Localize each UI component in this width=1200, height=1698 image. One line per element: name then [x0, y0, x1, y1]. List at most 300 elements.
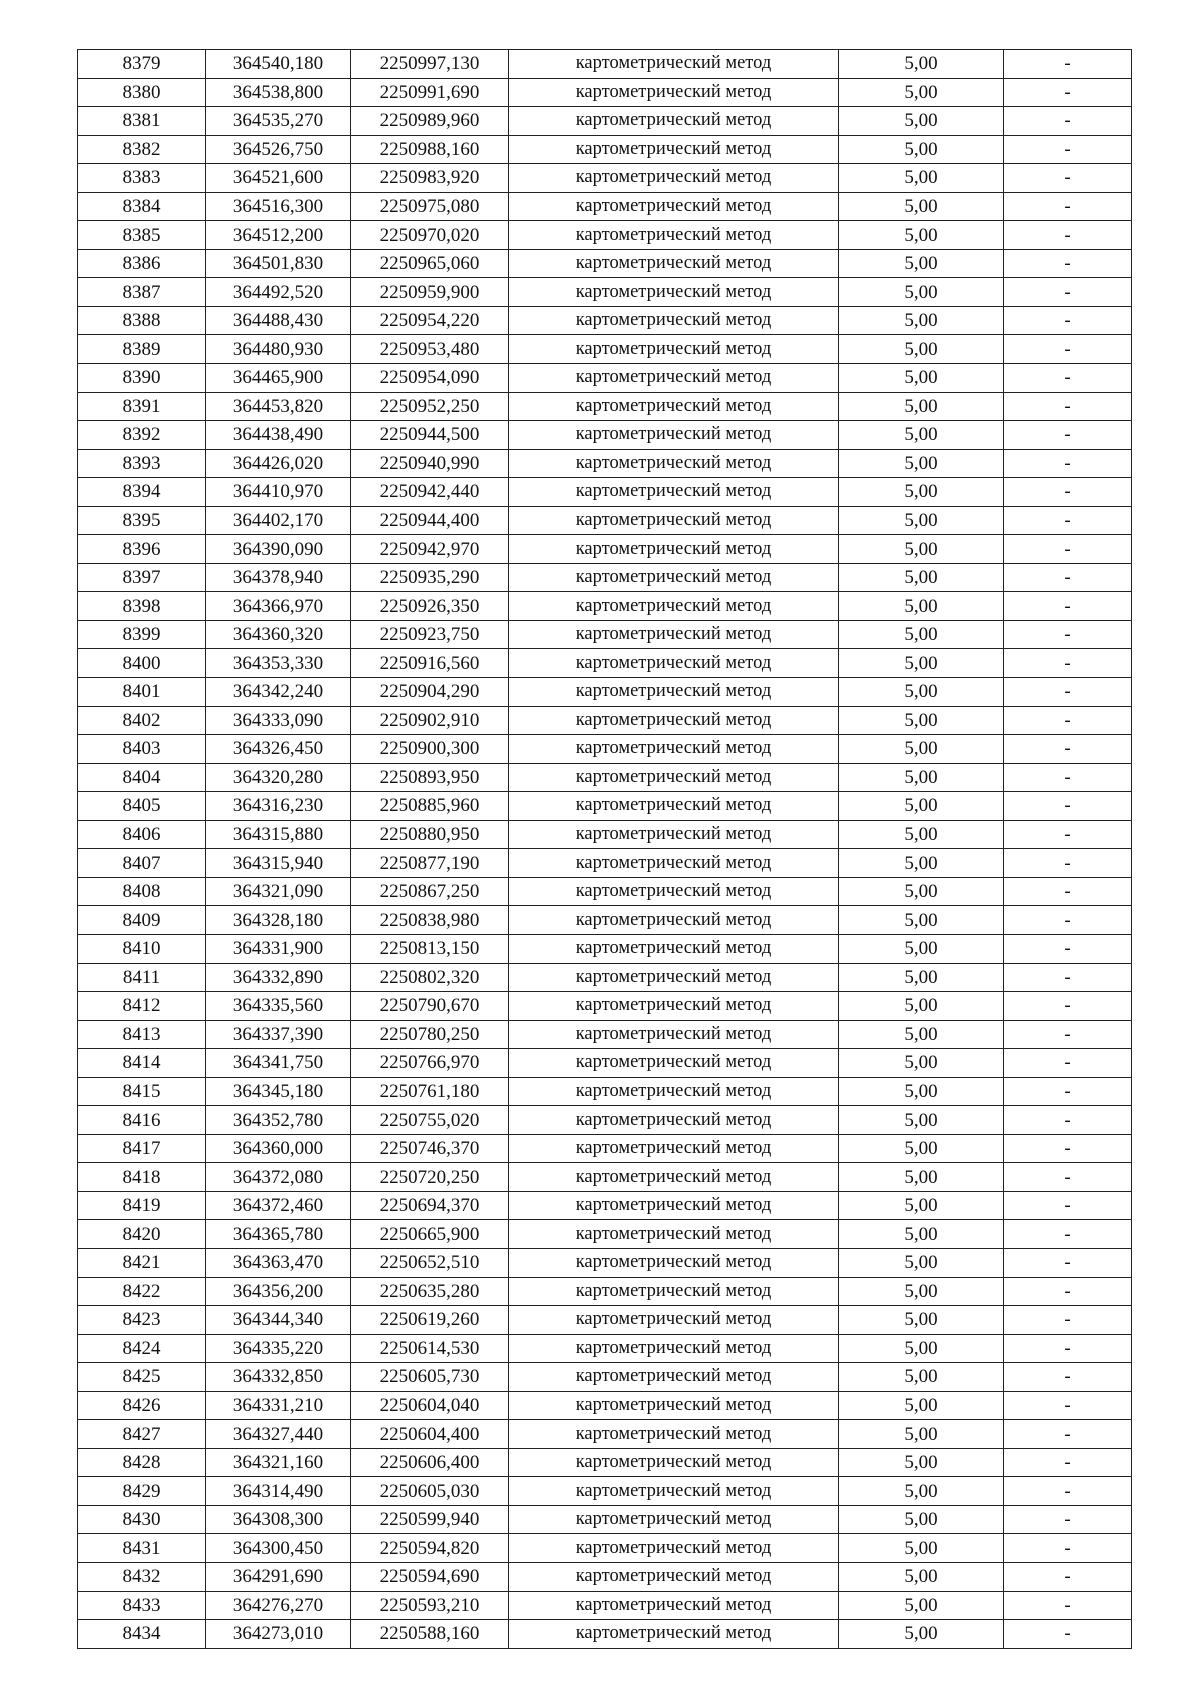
- note-cell: -: [1004, 735, 1132, 764]
- table-row: [78, 192, 1132, 221]
- point-number-cell: 8401: [78, 678, 206, 707]
- coordinate-x-cell: 364402,170: [206, 506, 351, 535]
- method-cell: картометрический метод: [509, 306, 839, 335]
- point-number-cell: 8419: [78, 1191, 206, 1220]
- table-row: [78, 1477, 1132, 1506]
- coordinate-y-cell: 2250593,210: [351, 1591, 509, 1620]
- method-cell: картометрический метод: [509, 592, 839, 621]
- method-cell: картометрический метод: [509, 1191, 839, 1220]
- note-cell: -: [1004, 1620, 1132, 1649]
- table-row: [78, 1420, 1132, 1449]
- coordinate-y-cell: 2250989,960: [351, 107, 509, 136]
- coordinate-y-cell: 2250965,060: [351, 249, 509, 278]
- note-cell: -: [1004, 249, 1132, 278]
- table-row: [78, 1591, 1132, 1620]
- coordinate-y-cell: 2250790,670: [351, 992, 509, 1021]
- coordinate-x-cell: 364331,900: [206, 934, 351, 963]
- accuracy-cell: 5,00: [839, 1505, 1004, 1534]
- table-row: [78, 1505, 1132, 1534]
- method-cell: картометрический метод: [509, 792, 839, 821]
- note-cell: -: [1004, 221, 1132, 250]
- note-cell: -: [1004, 1420, 1132, 1449]
- coordinate-y-cell: 2250867,250: [351, 877, 509, 906]
- table-row: [78, 421, 1132, 450]
- coordinate-y-cell: 2250970,020: [351, 221, 509, 250]
- note-cell: -: [1004, 1306, 1132, 1335]
- coordinate-y-cell: 2250652,510: [351, 1248, 509, 1277]
- table-row: [78, 249, 1132, 278]
- method-cell: картометрический метод: [509, 1334, 839, 1363]
- point-number-cell: 8390: [78, 364, 206, 393]
- coordinate-y-cell: 2250635,280: [351, 1277, 509, 1306]
- accuracy-cell: 5,00: [839, 763, 1004, 792]
- coordinate-x-cell: 364331,210: [206, 1391, 351, 1420]
- accuracy-cell: 5,00: [839, 449, 1004, 478]
- coordinate-y-cell: 2250813,150: [351, 934, 509, 963]
- method-cell: картометрический метод: [509, 1562, 839, 1591]
- method-cell: картометрический метод: [509, 1477, 839, 1506]
- method-cell: картометрический метод: [509, 1448, 839, 1477]
- coordinate-x-cell: 364300,450: [206, 1534, 351, 1563]
- method-cell: картометрический метод: [509, 392, 839, 421]
- coordinate-y-cell: 2250720,250: [351, 1163, 509, 1192]
- note-cell: -: [1004, 620, 1132, 649]
- note-cell: -: [1004, 1191, 1132, 1220]
- method-cell: картометрический метод: [509, 221, 839, 250]
- coordinate-x-cell: 364341,750: [206, 1049, 351, 1078]
- note-cell: -: [1004, 649, 1132, 678]
- method-cell: картометрический метод: [509, 934, 839, 963]
- method-cell: картометрический метод: [509, 535, 839, 564]
- method-cell: картометрический метод: [509, 1106, 839, 1135]
- note-cell: -: [1004, 906, 1132, 935]
- coordinate-y-cell: 2250746,370: [351, 1134, 509, 1163]
- method-cell: картометрический метод: [509, 706, 839, 735]
- coordinate-x-cell: 364320,280: [206, 763, 351, 792]
- table-row: [78, 706, 1132, 735]
- table-row: [78, 1448, 1132, 1477]
- table-row: [78, 1248, 1132, 1277]
- point-number-cell: 8409: [78, 906, 206, 935]
- table-row: [78, 1534, 1132, 1563]
- point-number-cell: 8393: [78, 449, 206, 478]
- coordinate-x-cell: 364332,850: [206, 1363, 351, 1392]
- point-number-cell: 8417: [78, 1134, 206, 1163]
- table-row: [78, 992, 1132, 1021]
- table-row: [78, 1077, 1132, 1106]
- table-row: [78, 763, 1132, 792]
- accuracy-cell: 5,00: [839, 107, 1004, 136]
- accuracy-cell: 5,00: [839, 535, 1004, 564]
- point-number-cell: 8422: [78, 1277, 206, 1306]
- table-row: [78, 649, 1132, 678]
- method-cell: картометрический метод: [509, 1020, 839, 1049]
- coordinate-y-cell: 2250619,260: [351, 1306, 509, 1335]
- point-number-cell: 8421: [78, 1248, 206, 1277]
- accuracy-cell: 5,00: [839, 1391, 1004, 1420]
- coordinate-x-cell: 364337,390: [206, 1020, 351, 1049]
- coordinate-y-cell: 2250942,970: [351, 535, 509, 564]
- coordinate-y-cell: 2250953,480: [351, 335, 509, 364]
- note-cell: -: [1004, 1248, 1132, 1277]
- accuracy-cell: 5,00: [839, 1191, 1004, 1220]
- coordinate-y-cell: 2250954,220: [351, 306, 509, 335]
- table-row: [78, 1334, 1132, 1363]
- accuracy-cell: 5,00: [839, 478, 1004, 507]
- point-number-cell: 8420: [78, 1220, 206, 1249]
- coordinate-x-cell: 364453,820: [206, 392, 351, 421]
- coordinate-y-cell: 2250665,900: [351, 1220, 509, 1249]
- point-number-cell: 8385: [78, 221, 206, 250]
- accuracy-cell: 5,00: [839, 135, 1004, 164]
- note-cell: -: [1004, 1163, 1132, 1192]
- coordinate-x-cell: 364372,080: [206, 1163, 351, 1192]
- coordinate-y-cell: 2250944,500: [351, 421, 509, 450]
- point-number-cell: 8433: [78, 1591, 206, 1620]
- coordinate-y-cell: 2250605,730: [351, 1363, 509, 1392]
- note-cell: -: [1004, 506, 1132, 535]
- method-cell: картометрический метод: [509, 50, 839, 79]
- method-cell: картометрический метод: [509, 678, 839, 707]
- note-cell: -: [1004, 678, 1132, 707]
- coordinate-x-cell: 364526,750: [206, 135, 351, 164]
- note-cell: -: [1004, 278, 1132, 307]
- note-cell: -: [1004, 1277, 1132, 1306]
- accuracy-cell: 5,00: [839, 1620, 1004, 1649]
- coordinate-y-cell: 2250614,530: [351, 1334, 509, 1363]
- accuracy-cell: 5,00: [839, 963, 1004, 992]
- coordinate-x-cell: 364363,470: [206, 1248, 351, 1277]
- coordinate-y-cell: 2250694,370: [351, 1191, 509, 1220]
- point-number-cell: 8402: [78, 706, 206, 735]
- point-number-cell: 8410: [78, 934, 206, 963]
- table-row: [78, 221, 1132, 250]
- coordinate-x-cell: 364390,090: [206, 535, 351, 564]
- table-row: [78, 1306, 1132, 1335]
- accuracy-cell: 5,00: [839, 1334, 1004, 1363]
- point-number-cell: 8384: [78, 192, 206, 221]
- coordinate-y-cell: 2250605,030: [351, 1477, 509, 1506]
- coordinate-x-cell: 364291,690: [206, 1562, 351, 1591]
- coordinate-x-cell: 364327,440: [206, 1420, 351, 1449]
- point-number-cell: 8429: [78, 1477, 206, 1506]
- point-number-cell: 8415: [78, 1077, 206, 1106]
- table-row: [78, 592, 1132, 621]
- accuracy-cell: 5,00: [839, 1049, 1004, 1078]
- coordinate-x-cell: 364352,780: [206, 1106, 351, 1135]
- coordinate-y-cell: 2250975,080: [351, 192, 509, 221]
- accuracy-cell: 5,00: [839, 678, 1004, 707]
- method-cell: картометрический метод: [509, 649, 839, 678]
- coordinate-x-cell: 364276,270: [206, 1591, 351, 1620]
- coordinate-x-cell: 364345,180: [206, 1077, 351, 1106]
- note-cell: -: [1004, 335, 1132, 364]
- coordinates-table: [77, 49, 1132, 1649]
- accuracy-cell: 5,00: [839, 792, 1004, 821]
- note-cell: -: [1004, 1391, 1132, 1420]
- accuracy-cell: 5,00: [839, 563, 1004, 592]
- method-cell: картометрический метод: [509, 1134, 839, 1163]
- point-number-cell: 8418: [78, 1163, 206, 1192]
- method-cell: картометрический метод: [509, 1163, 839, 1192]
- note-cell: -: [1004, 478, 1132, 507]
- method-cell: картометрический метод: [509, 335, 839, 364]
- point-number-cell: 8394: [78, 478, 206, 507]
- point-number-cell: 8424: [78, 1334, 206, 1363]
- accuracy-cell: 5,00: [839, 706, 1004, 735]
- coordinate-x-cell: 364308,300: [206, 1505, 351, 1534]
- table-row: [78, 1363, 1132, 1392]
- accuracy-cell: 5,00: [839, 1306, 1004, 1335]
- table-row: [78, 678, 1132, 707]
- coordinate-y-cell: 2250926,350: [351, 592, 509, 621]
- accuracy-cell: 5,00: [839, 1420, 1004, 1449]
- point-number-cell: 8408: [78, 877, 206, 906]
- table-row: [78, 563, 1132, 592]
- note-cell: -: [1004, 963, 1132, 992]
- coordinate-x-cell: 364378,940: [206, 563, 351, 592]
- point-number-cell: 8388: [78, 306, 206, 335]
- coordinate-y-cell: 2250916,560: [351, 649, 509, 678]
- accuracy-cell: 5,00: [839, 392, 1004, 421]
- table-row: [78, 278, 1132, 307]
- accuracy-cell: 5,00: [839, 221, 1004, 250]
- note-cell: -: [1004, 1534, 1132, 1563]
- coordinate-x-cell: 364372,460: [206, 1191, 351, 1220]
- coordinate-y-cell: 2250838,980: [351, 906, 509, 935]
- coordinate-x-cell: 364540,180: [206, 50, 351, 79]
- note-cell: -: [1004, 1363, 1132, 1392]
- table-row: [78, 1049, 1132, 1078]
- coordinate-y-cell: 2250761,180: [351, 1077, 509, 1106]
- point-number-cell: 8400: [78, 649, 206, 678]
- accuracy-cell: 5,00: [839, 1248, 1004, 1277]
- method-cell: картометрический метод: [509, 449, 839, 478]
- accuracy-cell: 5,00: [839, 820, 1004, 849]
- table-row: [78, 335, 1132, 364]
- note-cell: -: [1004, 1448, 1132, 1477]
- accuracy-cell: 5,00: [839, 50, 1004, 79]
- table-row: [78, 934, 1132, 963]
- method-cell: картометрический метод: [509, 107, 839, 136]
- table-row: [78, 1106, 1132, 1135]
- method-cell: картометрический метод: [509, 364, 839, 393]
- table-row: [78, 877, 1132, 906]
- table-row: [78, 1020, 1132, 1049]
- coordinate-y-cell: 2250954,090: [351, 364, 509, 393]
- accuracy-cell: 5,00: [839, 849, 1004, 878]
- coordinate-x-cell: 364535,270: [206, 107, 351, 136]
- point-number-cell: 8431: [78, 1534, 206, 1563]
- note-cell: -: [1004, 820, 1132, 849]
- coordinate-y-cell: 2250885,960: [351, 792, 509, 821]
- accuracy-cell: 5,00: [839, 620, 1004, 649]
- table-row: [78, 792, 1132, 821]
- coordinate-x-cell: 364410,970: [206, 478, 351, 507]
- table-row: [78, 906, 1132, 935]
- method-cell: картометрический метод: [509, 506, 839, 535]
- point-number-cell: 8416: [78, 1106, 206, 1135]
- note-cell: -: [1004, 421, 1132, 450]
- table-row: [78, 535, 1132, 564]
- coordinate-y-cell: 2250877,190: [351, 849, 509, 878]
- coordinate-x-cell: 364342,240: [206, 678, 351, 707]
- coordinate-y-cell: 2250766,970: [351, 1049, 509, 1078]
- accuracy-cell: 5,00: [839, 1591, 1004, 1620]
- point-number-cell: 8389: [78, 335, 206, 364]
- note-cell: -: [1004, 1334, 1132, 1363]
- method-cell: картометрический метод: [509, 1505, 839, 1534]
- coordinate-x-cell: 364465,900: [206, 364, 351, 393]
- coordinate-y-cell: 2250940,990: [351, 449, 509, 478]
- accuracy-cell: 5,00: [839, 1477, 1004, 1506]
- point-number-cell: 8413: [78, 1020, 206, 1049]
- method-cell: картометрический метод: [509, 135, 839, 164]
- method-cell: картометрический метод: [509, 1391, 839, 1420]
- note-cell: -: [1004, 792, 1132, 821]
- method-cell: картометрический метод: [509, 877, 839, 906]
- coordinate-x-cell: 364360,320: [206, 620, 351, 649]
- method-cell: картометрический метод: [509, 820, 839, 849]
- coordinate-y-cell: 2250944,400: [351, 506, 509, 535]
- accuracy-cell: 5,00: [839, 278, 1004, 307]
- coordinate-x-cell: 364344,340: [206, 1306, 351, 1335]
- table-row: [78, 1220, 1132, 1249]
- accuracy-cell: 5,00: [839, 649, 1004, 678]
- coordinate-x-cell: 364328,180: [206, 906, 351, 935]
- coordinate-x-cell: 364512,200: [206, 221, 351, 250]
- point-number-cell: 8407: [78, 849, 206, 878]
- accuracy-cell: 5,00: [839, 78, 1004, 107]
- note-cell: -: [1004, 1134, 1132, 1163]
- table-row: [78, 1277, 1132, 1306]
- coordinate-y-cell: 2250755,020: [351, 1106, 509, 1135]
- method-cell: картометрический метод: [509, 763, 839, 792]
- method-cell: картометрический метод: [509, 1620, 839, 1649]
- table-row: [78, 449, 1132, 478]
- coordinate-x-cell: 364538,800: [206, 78, 351, 107]
- coordinate-x-cell: 364488,430: [206, 306, 351, 335]
- method-cell: картометрический метод: [509, 421, 839, 450]
- coordinate-x-cell: 364335,560: [206, 992, 351, 1021]
- method-cell: картометрический метод: [509, 1277, 839, 1306]
- coordinate-x-cell: 364480,930: [206, 335, 351, 364]
- note-cell: -: [1004, 192, 1132, 221]
- note-cell: -: [1004, 1477, 1132, 1506]
- point-number-cell: 8414: [78, 1049, 206, 1078]
- method-cell: картометрический метод: [509, 1220, 839, 1249]
- coordinate-y-cell: 2250880,950: [351, 820, 509, 849]
- coordinate-x-cell: 364366,970: [206, 592, 351, 621]
- coordinate-y-cell: 2250952,250: [351, 392, 509, 421]
- point-number-cell: 8382: [78, 135, 206, 164]
- accuracy-cell: 5,00: [839, 1534, 1004, 1563]
- accuracy-cell: 5,00: [839, 1077, 1004, 1106]
- table-row: [78, 1620, 1132, 1649]
- table-row: [78, 135, 1132, 164]
- point-number-cell: 8398: [78, 592, 206, 621]
- method-cell: картометрический метод: [509, 164, 839, 193]
- accuracy-cell: 5,00: [839, 735, 1004, 764]
- accuracy-cell: 5,00: [839, 877, 1004, 906]
- note-cell: -: [1004, 706, 1132, 735]
- point-number-cell: 8395: [78, 506, 206, 535]
- method-cell: картометрический метод: [509, 478, 839, 507]
- method-cell: картометрический метод: [509, 78, 839, 107]
- note-cell: -: [1004, 78, 1132, 107]
- point-number-cell: 8423: [78, 1306, 206, 1335]
- coordinate-y-cell: 2250902,910: [351, 706, 509, 735]
- point-number-cell: 8397: [78, 563, 206, 592]
- coordinate-y-cell: 2250604,040: [351, 1391, 509, 1420]
- coordinate-x-cell: 364516,300: [206, 192, 351, 221]
- method-cell: картометрический метод: [509, 1591, 839, 1620]
- coordinate-x-cell: 364353,330: [206, 649, 351, 678]
- method-cell: картометрический метод: [509, 1248, 839, 1277]
- method-cell: картометрический метод: [509, 849, 839, 878]
- accuracy-cell: 5,00: [839, 164, 1004, 193]
- coordinate-y-cell: 2250599,940: [351, 1505, 509, 1534]
- point-number-cell: 8432: [78, 1562, 206, 1591]
- accuracy-cell: 5,00: [839, 1363, 1004, 1392]
- table-row: [78, 306, 1132, 335]
- method-cell: картометрический метод: [509, 1363, 839, 1392]
- accuracy-cell: 5,00: [839, 1562, 1004, 1591]
- coordinate-x-cell: 364501,830: [206, 249, 351, 278]
- note-cell: -: [1004, 1562, 1132, 1591]
- note-cell: -: [1004, 877, 1132, 906]
- accuracy-cell: 5,00: [839, 306, 1004, 335]
- coordinate-y-cell: 2250991,690: [351, 78, 509, 107]
- point-number-cell: 8386: [78, 249, 206, 278]
- coordinate-y-cell: 2250983,920: [351, 164, 509, 193]
- table-row: [78, 1562, 1132, 1591]
- coordinate-x-cell: 364333,090: [206, 706, 351, 735]
- point-number-cell: 8381: [78, 107, 206, 136]
- note-cell: -: [1004, 592, 1132, 621]
- method-cell: картометрический метод: [509, 992, 839, 1021]
- table-row: [78, 364, 1132, 393]
- table-row: [78, 392, 1132, 421]
- note-cell: -: [1004, 1106, 1132, 1135]
- accuracy-cell: 5,00: [839, 192, 1004, 221]
- coordinate-y-cell: 2250594,690: [351, 1562, 509, 1591]
- method-cell: картометрический метод: [509, 278, 839, 307]
- coordinate-x-cell: 364316,230: [206, 792, 351, 821]
- table-row: [78, 820, 1132, 849]
- table-row: [78, 1134, 1132, 1163]
- coordinate-x-cell: 364365,780: [206, 1220, 351, 1249]
- accuracy-cell: 5,00: [839, 335, 1004, 364]
- method-cell: картометрический метод: [509, 1049, 839, 1078]
- note-cell: -: [1004, 1591, 1132, 1620]
- accuracy-cell: 5,00: [839, 1220, 1004, 1249]
- coordinate-y-cell: 2250923,750: [351, 620, 509, 649]
- coordinate-y-cell: 2250893,950: [351, 763, 509, 792]
- coordinate-y-cell: 2250900,300: [351, 735, 509, 764]
- accuracy-cell: 5,00: [839, 249, 1004, 278]
- note-cell: -: [1004, 392, 1132, 421]
- coordinate-y-cell: 2250988,160: [351, 135, 509, 164]
- point-number-cell: 8412: [78, 992, 206, 1021]
- accuracy-cell: 5,00: [839, 992, 1004, 1021]
- coordinate-x-cell: 364492,520: [206, 278, 351, 307]
- note-cell: -: [1004, 306, 1132, 335]
- method-cell: картометрический метод: [509, 1077, 839, 1106]
- accuracy-cell: 5,00: [839, 592, 1004, 621]
- note-cell: -: [1004, 992, 1132, 1021]
- coordinates-table-body: [78, 50, 1132, 1649]
